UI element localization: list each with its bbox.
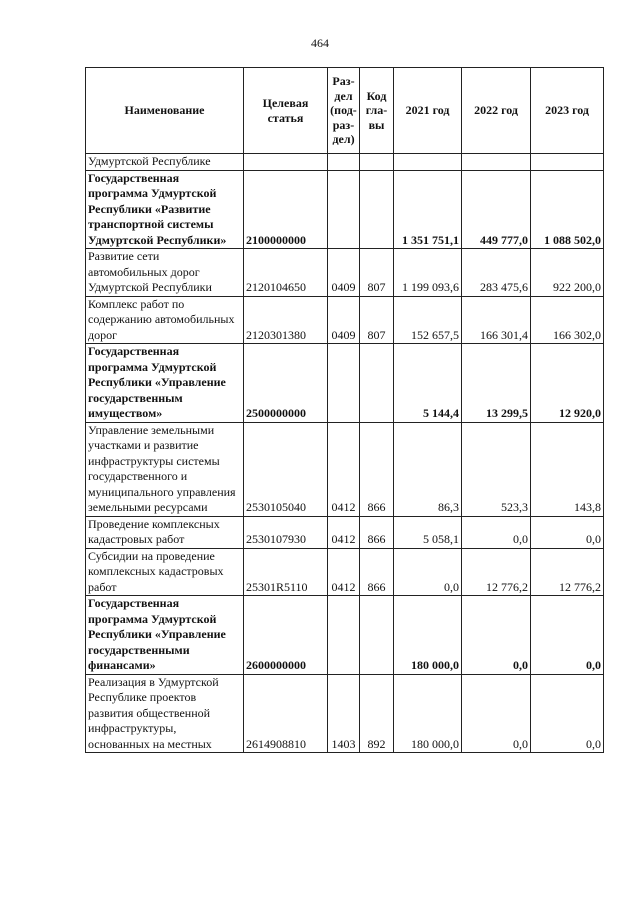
- cell-y2022: 12 776,2: [462, 548, 531, 596]
- table-row: [86, 548, 604, 596]
- budget-table: [85, 67, 604, 753]
- cell-chapter: [360, 170, 394, 249]
- cell-section: 0412: [328, 422, 360, 516]
- cell-section: 0412: [328, 548, 360, 596]
- cell-chapter: [360, 344, 394, 423]
- cell-section: [328, 596, 360, 675]
- table-row: [86, 422, 604, 516]
- cell-y2022: [462, 154, 531, 171]
- cell-target: 2100000000: [244, 170, 328, 249]
- cell-y2022: 523,3: [462, 422, 531, 516]
- table-row: [86, 296, 604, 344]
- cell-target: 2120301380: [244, 296, 328, 344]
- cell-y2021: 86,3: [394, 422, 462, 516]
- cell-target: 25301R5110: [244, 548, 328, 596]
- cell-target: 2500000000: [244, 344, 328, 423]
- cell-y2022: 13 299,5: [462, 344, 531, 423]
- cell-chapter: 892: [360, 674, 394, 753]
- cell-section: 0409: [328, 249, 360, 297]
- cell-name: Комплекс работ по содержанию автомобильных дорог: [86, 296, 244, 344]
- cell-y2022: 449 777,0: [462, 170, 531, 249]
- table-row: [86, 674, 604, 753]
- cell-section: 0409: [328, 296, 360, 344]
- cell-section: 1403: [328, 674, 360, 753]
- cell-y2022: 166 301,4: [462, 296, 531, 344]
- cell-y2023: 143,8: [531, 422, 604, 516]
- header-2021: 2021 год: [394, 68, 462, 154]
- cell-target: [244, 154, 328, 171]
- header-section: Раз-дел (под-раз-дел): [328, 68, 360, 154]
- cell-section: [328, 344, 360, 423]
- cell-name: Государственная программа Удмуртской Республики «Управление государственным имуществом»: [86, 344, 244, 423]
- cell-y2023: 922 200,0: [531, 249, 604, 297]
- cell-target: 2614908810: [244, 674, 328, 753]
- cell-name: Реализация в Удмуртской Республике проектов развития общественной инфраструктуры, основанных на местных: [86, 674, 244, 753]
- cell-y2021: 152 657,5: [394, 296, 462, 344]
- cell-y2022: 0,0: [462, 516, 531, 548]
- cell-y2022: 0,0: [462, 674, 531, 753]
- cell-y2021: 180 000,0: [394, 674, 462, 753]
- cell-y2023: 0,0: [531, 596, 604, 675]
- cell-name: Управление земельными участками и развитие инфраструктуры системы государственного и муниципального управления земельными ресурсами: [86, 422, 244, 516]
- table-row: [86, 249, 604, 297]
- cell-y2023: 0,0: [531, 516, 604, 548]
- table-row: [86, 596, 604, 675]
- cell-chapter: 807: [360, 296, 394, 344]
- cell-chapter: 866: [360, 548, 394, 596]
- cell-y2023: 1 088 502,0: [531, 170, 604, 249]
- cell-target: 2120104650: [244, 249, 328, 297]
- cell-y2021: 1 199 093,6: [394, 249, 462, 297]
- cell-y2021: 5 058,1: [394, 516, 462, 548]
- cell-name: Развитие сети автомобильных дорог Удмуртской Республики: [86, 249, 244, 297]
- cell-chapter: 807: [360, 249, 394, 297]
- cell-y2021: 5 144,4: [394, 344, 462, 423]
- cell-target: 2600000000: [244, 596, 328, 675]
- cell-section: 0412: [328, 516, 360, 548]
- cell-section: [328, 154, 360, 171]
- header-name: Наименование: [86, 68, 244, 154]
- cell-section: [328, 170, 360, 249]
- cell-y2021: 180 000,0: [394, 596, 462, 675]
- header-target: Целевая статья: [244, 68, 328, 154]
- cell-name: Субсидии на проведение комплексных кадастровых работ: [86, 548, 244, 596]
- cell-y2023: 166 302,0: [531, 296, 604, 344]
- cell-chapter: [360, 596, 394, 675]
- cell-y2021: [394, 154, 462, 171]
- cell-y2021: 1 351 751,1: [394, 170, 462, 249]
- cell-y2023: 0,0: [531, 674, 604, 753]
- header-2023: 2023 год: [531, 68, 604, 154]
- cell-y2023: 12 776,2: [531, 548, 604, 596]
- cell-name: Государственная программа Удмуртской Республики «Управление государственными финансами»: [86, 596, 244, 675]
- header-chapter: Код гла-вы: [360, 68, 394, 154]
- cell-chapter: 866: [360, 422, 394, 516]
- cell-name: Удмуртской Республике: [86, 154, 244, 171]
- cell-chapter: 866: [360, 516, 394, 548]
- table-row: [86, 516, 604, 548]
- cell-y2022: 283 475,6: [462, 249, 531, 297]
- header-2022: 2022 год: [462, 68, 531, 154]
- cell-name: Государственная программа Удмуртской Республики «Развитие транспортной системы Удмуртской Республики»: [86, 170, 244, 249]
- cell-y2023: 12 920,0: [531, 344, 604, 423]
- cell-target: 2530107930: [244, 516, 328, 548]
- cell-y2023: [531, 154, 604, 171]
- table-row: [86, 170, 604, 249]
- cell-y2021: 0,0: [394, 548, 462, 596]
- table-header-row: [86, 68, 604, 154]
- table-row: [86, 344, 604, 423]
- cell-y2022: 0,0: [462, 596, 531, 675]
- page-number: 464: [311, 36, 329, 50]
- cell-name: Проведение комплексных кадастровых работ: [86, 516, 244, 548]
- table-row: [86, 154, 604, 171]
- cell-target: 2530105040: [244, 422, 328, 516]
- cell-chapter: [360, 154, 394, 171]
